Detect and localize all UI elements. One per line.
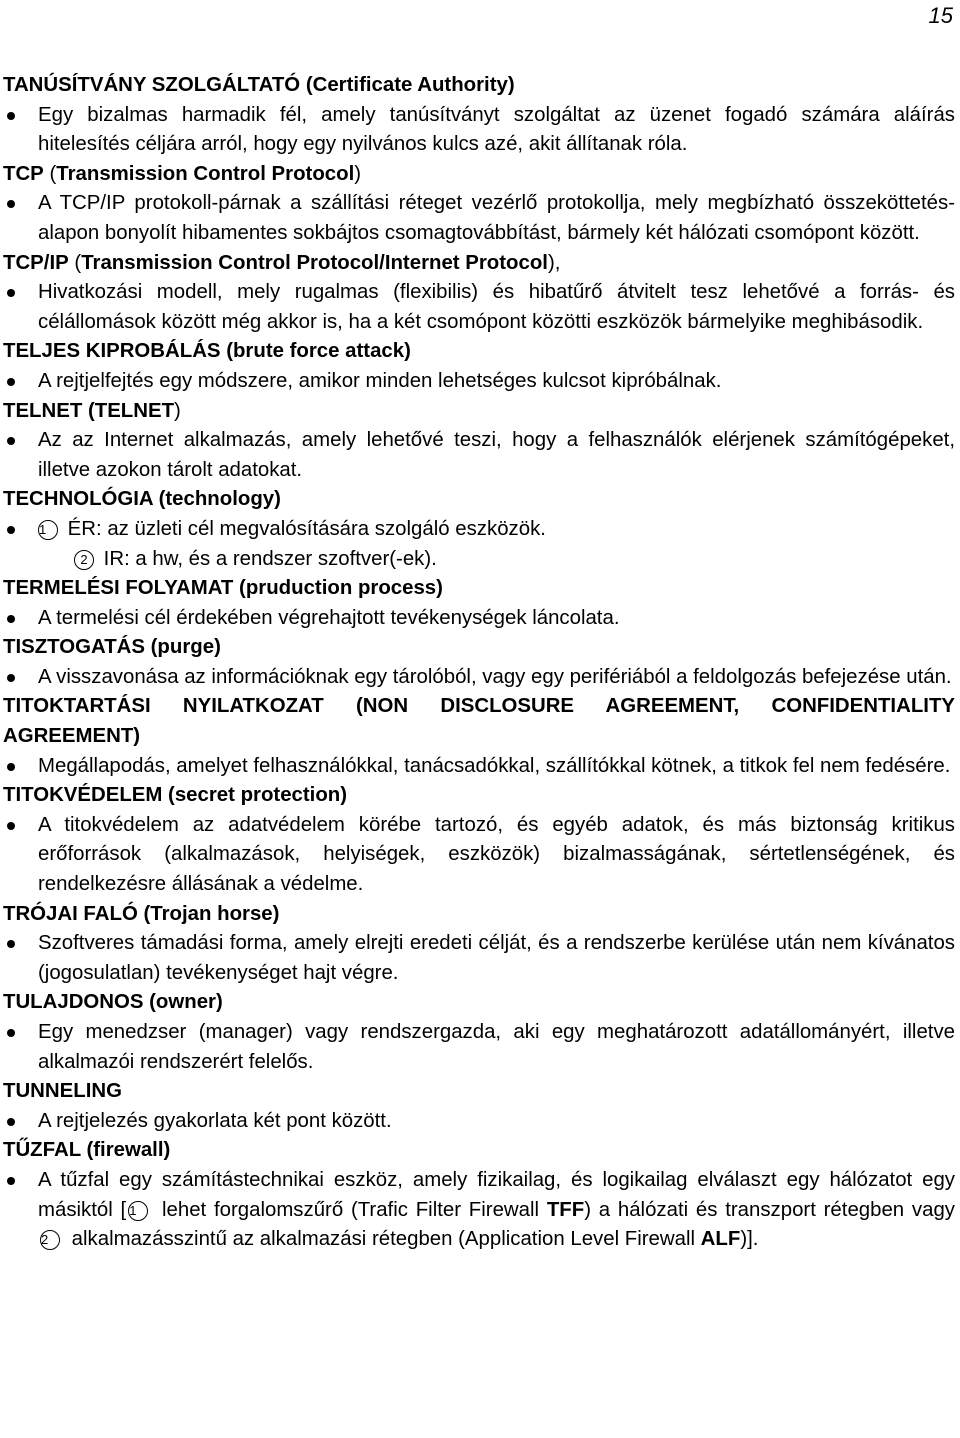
entry-term xyxy=(3,160,955,190)
definition-text: Egy menedzser (manager) vagy rendszergazda, aki egy meghatározott adatállományért, illetve alkalmazói rendszerért felelős. xyxy=(38,1021,955,1073)
glossary-entry xyxy=(3,692,955,781)
glossary-entry xyxy=(3,249,955,338)
glossary-entry xyxy=(3,1136,955,1254)
entry-term: TECHNOLÓGIA (technology) xyxy=(3,488,281,511)
definition-text: )]. xyxy=(740,1228,759,1251)
definition-text: Megállapodás, amelyet felhasználókkal, tanácsadókkal, szállítókkal kötnek, a titkok fel nem fedésére. xyxy=(38,754,951,777)
entry-definition xyxy=(3,604,955,634)
abbreviation: TFF xyxy=(546,1198,585,1221)
glossary-entry xyxy=(3,900,955,989)
bullet-icon xyxy=(7,1177,15,1185)
definition-text: A rejtjelfejtés egy módszere, amikor minden lehetséges kulcsot kipróbálnak. xyxy=(38,369,722,392)
term-normal: ) xyxy=(354,162,362,185)
bullet-icon xyxy=(7,1118,15,1126)
term-bold: TELNET (TELNET xyxy=(3,399,175,422)
glossary-entry xyxy=(3,485,955,574)
entry-definition xyxy=(3,189,955,248)
abbreviation: ALF xyxy=(700,1228,741,1251)
term-normal: ( xyxy=(43,162,57,185)
glossary-entry xyxy=(3,160,955,249)
bullet-icon xyxy=(7,526,15,534)
entry-definition xyxy=(3,811,955,900)
circled-number-two-icon: 2 xyxy=(40,1230,60,1250)
definition-text: Az az Internet alkalmazás, amely lehetővé teszi, hogy a felhasználók elérjenek számítógépeket, illetve azokon tárolt adatokat. xyxy=(38,429,955,481)
definition-text: A visszavonása az információknak egy tárolóból, vagy egy perifériából a feldolgozás befejezése után. xyxy=(38,665,952,688)
term-normal: ( xyxy=(68,251,82,274)
definition-text: Egy bizalmas harmadik fél, amely tanúsítványt szolgáltat az üzenet fogadó számára aláírás hitelesítés céljára arról, hogy egy nyilvános kulcs azé, akit állítanak róla. xyxy=(38,103,955,156)
entry-definition xyxy=(3,515,955,545)
entry-definition xyxy=(3,929,955,988)
entry-definition xyxy=(3,278,955,337)
entry-definition xyxy=(3,1166,955,1255)
bullet-icon xyxy=(7,674,15,682)
definition-text: Hivatkozási modell, mely rugalmas (flexibilis) és hibatűrő átvitelt tesz lehetővé a forrás- és célállomások között még akkor is, ha a két csomópont közötti eszközök bármelyike meghibásodik. xyxy=(38,281,955,333)
glossary-entry xyxy=(3,574,955,633)
term-normal: ) xyxy=(174,399,181,422)
entry-definition xyxy=(3,101,955,160)
glossary-entry xyxy=(3,1077,955,1136)
circled-number-two-icon: 2 xyxy=(74,550,94,570)
entry-definition xyxy=(3,663,955,693)
bullet-icon xyxy=(7,112,15,120)
glossary-content xyxy=(3,71,955,1255)
glossary-entry xyxy=(3,71,955,160)
bullet-icon xyxy=(7,437,15,445)
term-bold: Transmission Control Protocol xyxy=(56,162,355,185)
entry-definition-subline xyxy=(3,545,955,575)
glossary-entry xyxy=(3,781,955,899)
bullet-icon xyxy=(7,200,15,208)
entry-term: TISZTOGATÁS (purge) xyxy=(3,636,221,659)
entry-term: TITOKVÉDELEM (secret protection) xyxy=(3,784,348,807)
definition-text: A rejtjelezés gyakorlata két pont között. xyxy=(38,1109,392,1132)
entry-definition xyxy=(3,752,955,782)
definition-text: alkalmazásszintű az alkalmazási rétegben (Application Level Firewall xyxy=(66,1228,701,1251)
entry-definition xyxy=(3,1018,955,1077)
entry-term: TELJES KIPROBÁLÁS (brute force attack) xyxy=(3,340,411,363)
glossary-entry xyxy=(3,633,955,692)
entry-term xyxy=(3,397,955,427)
term-bold: Transmission Control Protocol/Internet Protocol xyxy=(81,251,548,274)
entry-term: TANÚSÍTVÁNY SZOLGÁLTATÓ (Certificate Authority) xyxy=(3,74,515,96)
definition-text: ÉR: az üzleti cél megvalósítására szolgáló eszközök. xyxy=(67,517,546,540)
entry-term: TRÓJAI FALÓ (Trojan horse) xyxy=(3,902,280,925)
glossary-entry xyxy=(3,988,955,1077)
bullet-icon xyxy=(7,822,15,830)
bullet-icon xyxy=(7,940,15,948)
definition-text: ) a hálózati és transzport rétegben vagy xyxy=(584,1198,955,1221)
page-number: 15 xyxy=(928,3,953,28)
term-normal: ), xyxy=(547,251,561,274)
circled-number-one-icon: 1 xyxy=(38,520,58,540)
bullet-icon xyxy=(7,289,15,297)
bullet-icon xyxy=(7,1029,15,1037)
entry-definition xyxy=(3,367,955,397)
glossary-entry xyxy=(3,397,955,486)
entry-definition xyxy=(3,1107,955,1137)
definition-text: A TCP/IP protokoll-párnak a szállítási réteget vezérlő protokollja, mely megbízható összeköttetés-alapon bonyolít hibamentes sokbájtos csomagtovábbítást, bármely két hálózati csomópont között. xyxy=(38,192,955,244)
entry-term: TITOKTARTÁSI NYILATKOZAT (NON DISCLOSURE AGREEMENT, CONFIDENTIALITY AGREEMENT) xyxy=(3,695,955,748)
entry-definition xyxy=(3,426,955,485)
definition-text: lehet forgalomszűrő (Trafic Filter Firewall xyxy=(154,1198,547,1221)
entry-term: TULAJDONOS (owner) xyxy=(3,991,223,1014)
definition-text: A tűzfal egy számítástechnikai eszköz, amely fizikailag, és logikailag elválaszt egy hálózatot egy másiktól [ xyxy=(38,1168,955,1221)
definition-text: A titokvédelem az adatvédelem körébe tartozó, és egyéb adatok, és más biztonság kritikus erőforrások (alkalmazások, helyiségek, eszközök) bizalmasságának, sértetlenségének, és rendelkezésre állásának a védelme. xyxy=(38,813,955,896)
entry-term: TUNNELING xyxy=(3,1080,122,1103)
term-bold: TCP/IP xyxy=(3,251,69,274)
entry-term: TERMELÉSI FOLYAMAT (pruduction process) xyxy=(3,577,443,600)
bullet-icon xyxy=(7,763,15,771)
entry-term xyxy=(3,249,955,279)
entry-term: TŰZFAL (firewall) xyxy=(3,1139,171,1162)
definition-text: IR: a hw, és a rendszer szoftver(-ek). xyxy=(103,547,437,570)
bullet-icon xyxy=(7,615,15,623)
definition-text: A termelési cél érdekében végrehajtott tevékenységek láncolata. xyxy=(38,606,620,629)
bullet-icon xyxy=(7,378,15,386)
glossary-entry xyxy=(3,337,955,396)
term-bold: TCP xyxy=(3,162,44,185)
circled-number-one-icon: 1 xyxy=(128,1201,148,1221)
definition-text: Szoftveres támadási forma, amely elrejti eredeti célját, és a rendszerbe kerülése után nem kívánatos (jogosulatlan) tevékenységet hajt végre. xyxy=(38,932,955,984)
